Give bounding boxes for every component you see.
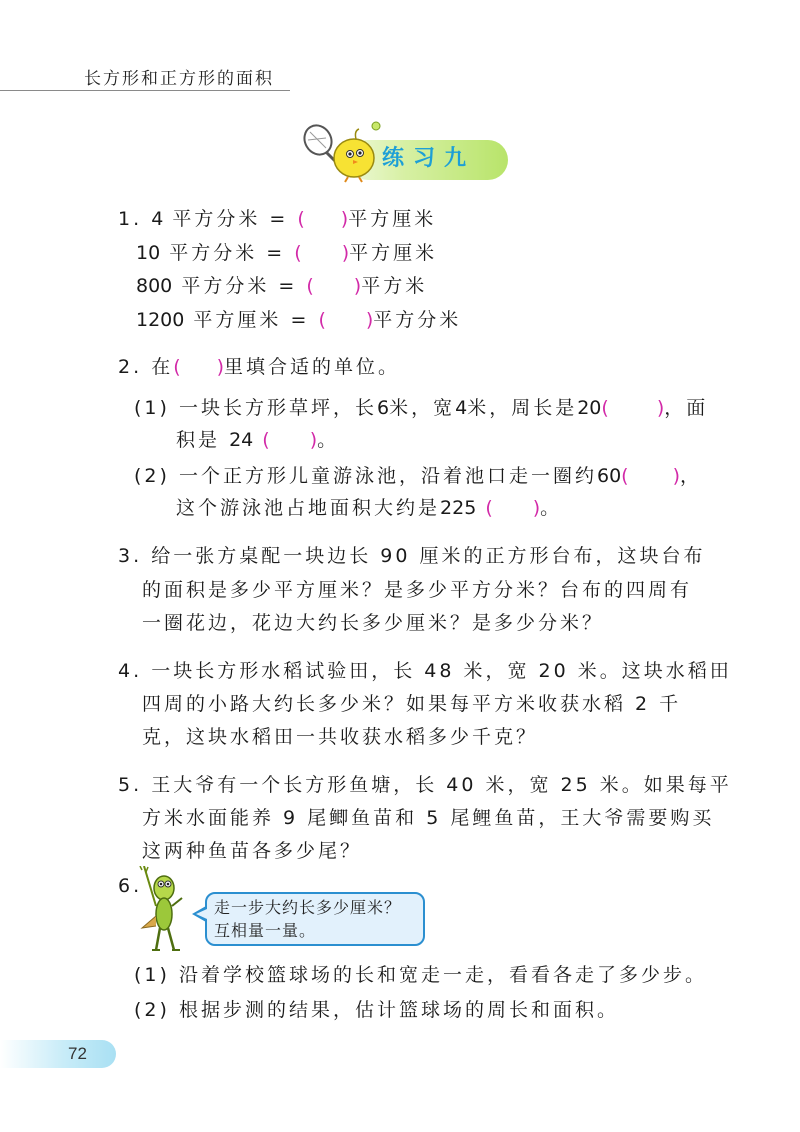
q1-row-4-to-unit: 平方分米: [373, 309, 462, 331]
page-number-tab: [0, 1040, 116, 1068]
q2-prompt-end: 里填合适的单位。: [224, 356, 401, 378]
q2-item-1-blank-1-open: (: [601, 397, 609, 419]
q4-line-2: 四周的小路大约长多少米？如果每平方米收获水稻 2 千: [142, 693, 682, 715]
q5-line-2: 方米水面能养 9 尾鲫鱼苗和 5 尾鲤鱼苗，王大爷需要购买: [142, 807, 715, 829]
header-rule: [0, 90, 290, 91]
q1-row-4: [136, 307, 461, 333]
chapter-title: 长方形和正方形的面积: [84, 69, 274, 89]
q2-item-2-blank-2-close: ): [532, 497, 541, 519]
q2-item-1-text-a: 一块长方形草坪，长: [178, 397, 377, 419]
q4-text-1: 一块长方形水稻试验田，长 48 米，宽 20 米。这块水稻田: [151, 660, 732, 682]
q1-row-2-to-unit: 平方厘米: [349, 242, 438, 264]
q1-number: 1.: [118, 208, 143, 230]
q2-item-1-perimeter: 20: [577, 397, 602, 419]
q1-row-4-equals: =: [290, 309, 310, 331]
q1-row-1-value: 4: [151, 208, 164, 230]
q1-row-1-blank-open: (: [297, 208, 305, 230]
speech-bubble-line-2: 互相量一量。: [214, 921, 317, 940]
q2-item-1-line-1: [134, 395, 708, 421]
q2-item-1-text-c: 米，周长是: [467, 397, 578, 419]
q2-item-1-length: 6: [376, 397, 390, 419]
q1-row-3-value: 800: [136, 275, 173, 297]
q1-row-3-blank-open: (: [306, 275, 314, 297]
q1-row-2-blank-close: ): [341, 242, 350, 264]
q2-item-2-text-d: 。: [540, 497, 563, 519]
q2-item-1-text-d: ，面: [664, 397, 709, 419]
q1-row-2: [136, 240, 437, 266]
q2-item-2-text-c: 这个游泳池占地面积大约是: [176, 497, 441, 519]
q6-number: 6.: [118, 875, 143, 897]
q1-row-2-from-unit: 平方分米: [169, 242, 258, 264]
exercise-title: 练习九: [382, 146, 476, 171]
q1-row-3-from-unit: 平方分米: [181, 275, 270, 297]
q1-row-1-equals: =: [269, 208, 289, 230]
q2-item-1-area: 24: [229, 429, 254, 451]
q1-row-2-blank-open: (: [294, 242, 302, 264]
q2-item-1-text-e: 积是: [176, 429, 221, 451]
q1-row-1: [118, 206, 436, 232]
q1-row-1-to-unit: 平方厘米: [348, 208, 437, 230]
q1-row-2-value: 10: [136, 242, 161, 264]
q4-line-3: 克，这块水稻田一共收获水稻多少千克？: [142, 726, 539, 748]
q2-item-2-blank-1-open: (: [621, 465, 629, 487]
q4-number: 4.: [118, 660, 143, 682]
q4-line-1: [118, 658, 732, 684]
q2-item-2-blank-1-close: ): [672, 465, 681, 487]
q1-row-3: [136, 273, 427, 299]
q5-text-1: 王大爷有一个长方形鱼塘，长 40 米，宽 25 米。如果每平: [151, 774, 732, 796]
q6-item-2: (2) 根据步测的结果，估计篮球场的周长和面积。: [134, 999, 619, 1021]
q5-line-3: 这两种鱼苗各多少尾？: [142, 840, 363, 862]
q1-row-3-to-unit: 平方米: [361, 275, 428, 297]
q1-row-3-blank-close: ): [353, 275, 362, 297]
speech-bubble-tail-fill: [196, 909, 207, 919]
q2-item-1-blank-1-close: ): [656, 397, 665, 419]
q2-item-1-blank-2-close: ): [309, 429, 318, 451]
q2-item-1-width: 4: [455, 397, 468, 419]
q1-row-4-from-unit: 平方厘米: [193, 309, 282, 331]
q2-item-1-line-2: [176, 427, 339, 453]
q2-item-2-text-b: ，: [680, 465, 703, 487]
q2-prompt: [118, 354, 400, 380]
q2-blank-close: ): [216, 356, 225, 378]
q3-number: 3.: [118, 545, 143, 567]
q1-row-4-blank-close: ): [365, 309, 374, 331]
q3-line-1: [118, 543, 705, 569]
q2-item-1-text-f: 。: [317, 429, 340, 451]
q2-item-2-value-1: 60: [596, 465, 622, 487]
q2-item-1-blank-2-open: (: [262, 429, 270, 451]
exercise-banner: [296, 118, 506, 188]
q2-item-2-line-2: [176, 495, 562, 521]
q2-prompt-start: 在: [151, 356, 174, 378]
q2-item-2-label: (2): [134, 465, 170, 487]
q2-item-1-label: (1): [134, 397, 170, 419]
q2-item-2-value-2: 225: [440, 497, 477, 519]
chick-tennis-icon: [296, 118, 388, 184]
q1-row-4-blank-open: (: [318, 309, 326, 331]
q2-number: 2.: [118, 356, 143, 378]
q5-line-1: [118, 772, 732, 798]
q2-item-1-text-b: 米，宽: [389, 397, 456, 419]
q2-item-2-text-a: 一个正方形儿童游泳池，沿着池口走一圈约: [178, 465, 597, 487]
q3-text-1: 给一张方桌配一块边长 90 厘米的正方形台布，这块台布: [151, 545, 706, 567]
q3-line-2: 的面积是多少平方厘米？是多少平方分米？台布的四周有: [142, 579, 693, 601]
speech-bubble-line-1: 走一步大约长多少厘米？: [214, 898, 402, 917]
q2-item-2-blank-2-open: (: [485, 497, 493, 519]
q1-row-2-equals: =: [266, 242, 286, 264]
q1-row-3-equals: =: [278, 275, 298, 297]
grasshopper-icon: [134, 866, 194, 952]
q1-row-1-from-unit: 平方分米: [172, 208, 261, 230]
q1-row-1-blank-close: ): [340, 208, 349, 230]
page-number: 72: [68, 1044, 87, 1063]
q5-number: 5.: [118, 774, 143, 796]
q6-item-1: (1) 沿着学校篮球场的长和宽走一走，看看各走了多少步。: [134, 964, 707, 986]
q3-line-3: 一圈花边，花边大约长多少厘米？是多少分米？: [142, 612, 605, 634]
q1-row-4-value: 1200: [136, 309, 185, 331]
q2-item-2-line-1: [134, 463, 702, 489]
q2-blank-open: (: [173, 356, 181, 378]
